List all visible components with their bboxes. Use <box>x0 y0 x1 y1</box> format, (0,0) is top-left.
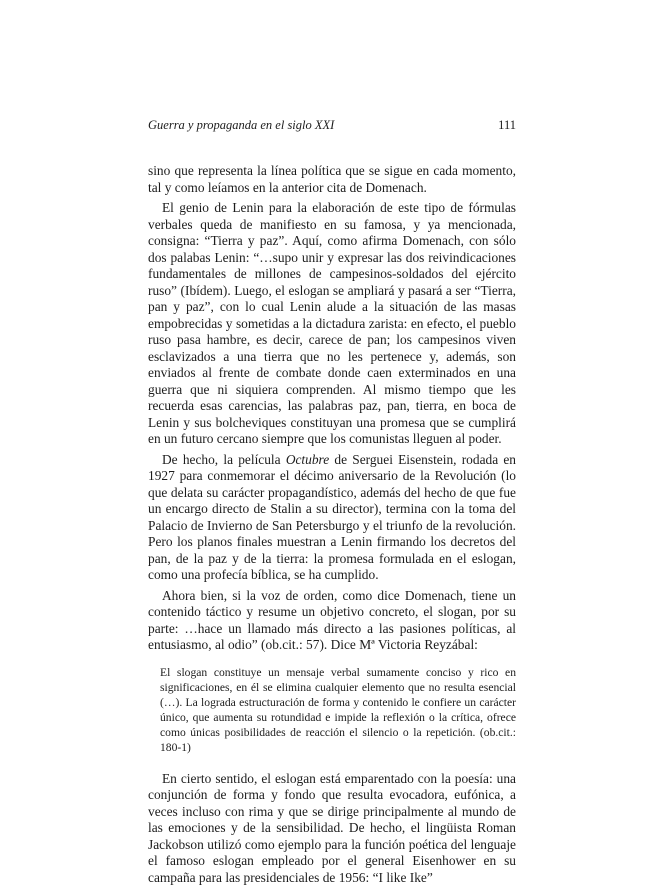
paragraph-poesia: En cierto sentido, el eslogan está emparentado con la poesía: una conjunción de forma y fondo que resulta evocadora, eufónica, a veces incluso con rima y que se dirige principalmente al mundo de las emociones y de la sensibilidad. De hecho, el lingüista Roman Jackobson utilizó como ejemplo para la función poética del lenguaje el famoso eslogan empleado por el general Eisenhower en su campaña para las presidenciales de 1956: “I like Ike” <box>148 770 516 885</box>
running-head <box>148 118 516 136</box>
paragraph-octubre-before: De hecho, la película <box>162 451 286 467</box>
paragraph-octubre-film <box>148 452 516 584</box>
paragraph-voz-de-orden: Ahora bien, si la voz de orden, como dice Domenach, tiene un contenido táctico y resume un objetivo concreto, el slogan, por su parte: …hace un llamado más directo a las pasiones políticas, al entusiasmo, al odio” (ob.cit.: 57). Dice Mª Victoria Reyzábal: <box>148 587 516 652</box>
page-number: 111 <box>498 118 516 132</box>
film-title-octubre: Octubre <box>285 451 330 467</box>
body-text <box>148 163 516 890</box>
paragraph-octubre-after: de Serguei Eisenstein, rodada en 1927 para conmemorar el décimo aniversario de la Revolución (lo que delata su carácter propagandístico, además del hecho de que fue un encargo directo de Stalin a su director), termina con la toma del Palacio de Invierno de San Petersburgo y el triunfo de la revolución. Pero los planos finales muestran a Lenin firmando los decretos del pan, de la paz y de la tierra: la promesa formulada en el eslogan, como una profecía bíblica, se ha cumplido. <box>148 451 516 582</box>
block-quote-reyzabal: El slogan constituye un mensaje verbal sumamente conciso y rico en significaciones, en él se elimina cualquier elemento que no resulta esencial (…). La lograda estructuración de forma y contenido le confiere un carácter único, que aumenta su rotundidad e impide la reflexión o la crítica, ofrece como únicas posibilidades de reacción el silencio o la repetición. (ob.cit.: 180-1) <box>160 665 516 754</box>
running-head-title: Guerra y propaganda en el siglo XXI <box>148 118 335 132</box>
paragraph-lenin-slogans: El genio de Lenin para la elaboración de este tipo de fórmulas verbales queda de manifiesto en su famosa, y ya mencionada, consigna: “Tierra y paz”. Aquí, como afirma Domenach, con sólo dos palabas Lenin: “…supo unir y expresar las dos reivindicaciones fundamentales de millones de campesinos-soldados del ejército ruso” (Ibídem). Luego, el eslogan se ampliará y pasará a ser “Tierra, pan y paz”, con lo cual Lenin alude a la situación de las masas empobrecidas y sometidas a la dictadura zarista: en efecto, el pueblo ruso pasa hambre, es decir, carece de pan; los campesinos viven esclavizados a una tierra que no les pertenece y, además, son enviados al frente de combate donde caen exterminados en una guerra que ni siquiera comprenden. Al mismo tiempo que les recuerda esas carencias, las palabras paz, pan, tierra, en boca de Lenin y sus bolcheviques constituyan una promesa que se cumplirá en un futuro cercano siempre que los comunistas lleguen al poder. <box>148 200 516 446</box>
paragraph-continued: sino que representa la línea política que se sigue en cada momento, tal y como leíamos en la anterior cita de Domenach. <box>148 163 516 195</box>
